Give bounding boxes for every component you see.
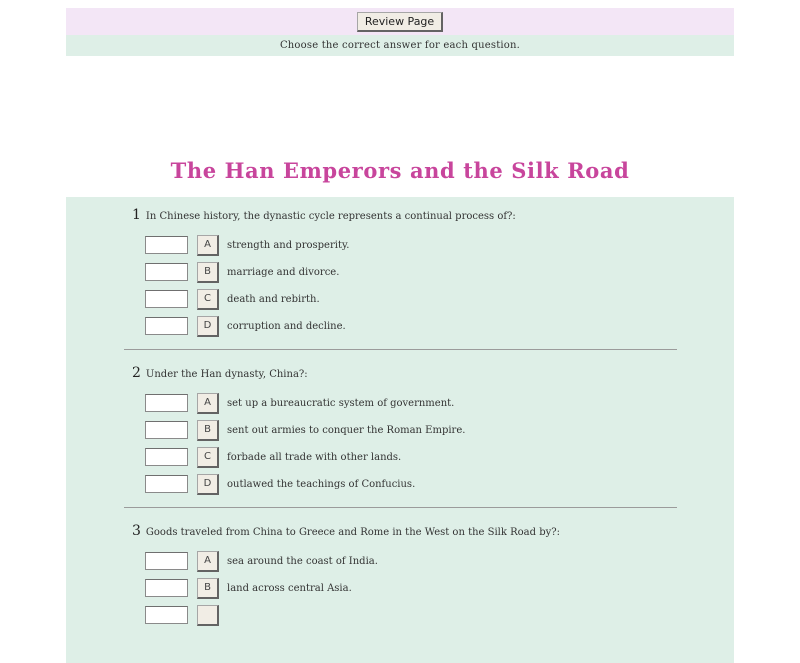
option-letter-button[interactable]: A — [197, 393, 219, 414]
option-label: forbade all trade with other lands. — [227, 451, 402, 463]
option-letter-button[interactable] — [197, 605, 219, 626]
question-separator — [124, 507, 677, 508]
answer-input[interactable] — [145, 448, 188, 466]
answer-input[interactable] — [145, 263, 188, 281]
option-row — [124, 421, 677, 439]
option-row — [124, 448, 677, 466]
option-letter-button[interactable]: D — [197, 474, 219, 495]
review-page-button[interactable]: Review Page — [357, 12, 443, 32]
questions-area — [66, 197, 734, 663]
option-row — [124, 290, 677, 308]
option-label: land across central Asia. — [227, 582, 352, 594]
option-letter-button[interactable]: C — [197, 447, 219, 468]
instruction-bar — [66, 35, 734, 56]
answer-input[interactable] — [145, 552, 188, 570]
option-letter-button[interactable]: A — [197, 551, 219, 572]
option-row — [124, 606, 677, 624]
question-block-2 — [124, 363, 677, 493]
question-text: In Chinese history, the dynastic cycle represents a continual process of?: — [145, 211, 516, 222]
instruction-text: Choose the correct answer for each question. — [279, 40, 521, 51]
worksheet-title: The Han Emperors and the Silk Road — [170, 158, 630, 183]
question-block-1 — [124, 205, 677, 335]
question-separator — [124, 349, 677, 350]
option-row — [124, 552, 677, 570]
option-row — [124, 263, 677, 281]
option-row — [124, 236, 677, 254]
question-block-3 — [124, 521, 677, 624]
option-label: sent out armies to conquer the Roman Empire. — [227, 424, 466, 436]
option-row — [124, 475, 677, 493]
option-label: sea around the coast of India. — [227, 555, 378, 567]
option-label: corruption and decline. — [227, 320, 346, 332]
option-letter-button[interactable]: A — [197, 235, 219, 256]
option-letter-button[interactable]: D — [197, 316, 219, 337]
answer-input[interactable] — [145, 606, 188, 624]
answer-input[interactable] — [145, 421, 188, 439]
question-number: 1 — [132, 207, 141, 223]
option-label: set up a bureaucratic system of government. — [227, 397, 455, 409]
answer-input[interactable] — [145, 290, 188, 308]
question-line — [124, 521, 677, 541]
worksheet-page — [66, 8, 734, 663]
question-line — [124, 363, 677, 383]
option-row — [124, 317, 677, 335]
question-line — [124, 205, 677, 225]
answer-input[interactable] — [145, 475, 188, 493]
option-label: death and rebirth. — [227, 293, 320, 305]
question-number: 2 — [132, 365, 141, 381]
option-label: strength and prosperity. — [227, 239, 350, 251]
option-letter-button[interactable]: B — [197, 262, 219, 283]
question-number: 3 — [132, 523, 141, 539]
answer-input[interactable] — [145, 317, 188, 335]
question-text: Under the Han dynasty, China?: — [145, 369, 308, 380]
option-letter-button[interactable]: B — [197, 420, 219, 441]
option-row — [124, 394, 677, 412]
option-letter-button[interactable]: B — [197, 578, 219, 599]
question-text: Goods traveled from China to Greece and Rome in the West on the Silk Road by?: — [145, 527, 560, 538]
review-bar — [66, 8, 734, 35]
answer-input[interactable] — [145, 579, 188, 597]
option-label: marriage and divorce. — [227, 266, 340, 278]
option-letter-button[interactable]: C — [197, 289, 219, 310]
option-row — [124, 579, 677, 597]
answer-input[interactable] — [145, 394, 188, 412]
option-label: outlawed the teachings of Confucius. — [227, 478, 416, 490]
answer-input[interactable] — [145, 236, 188, 254]
